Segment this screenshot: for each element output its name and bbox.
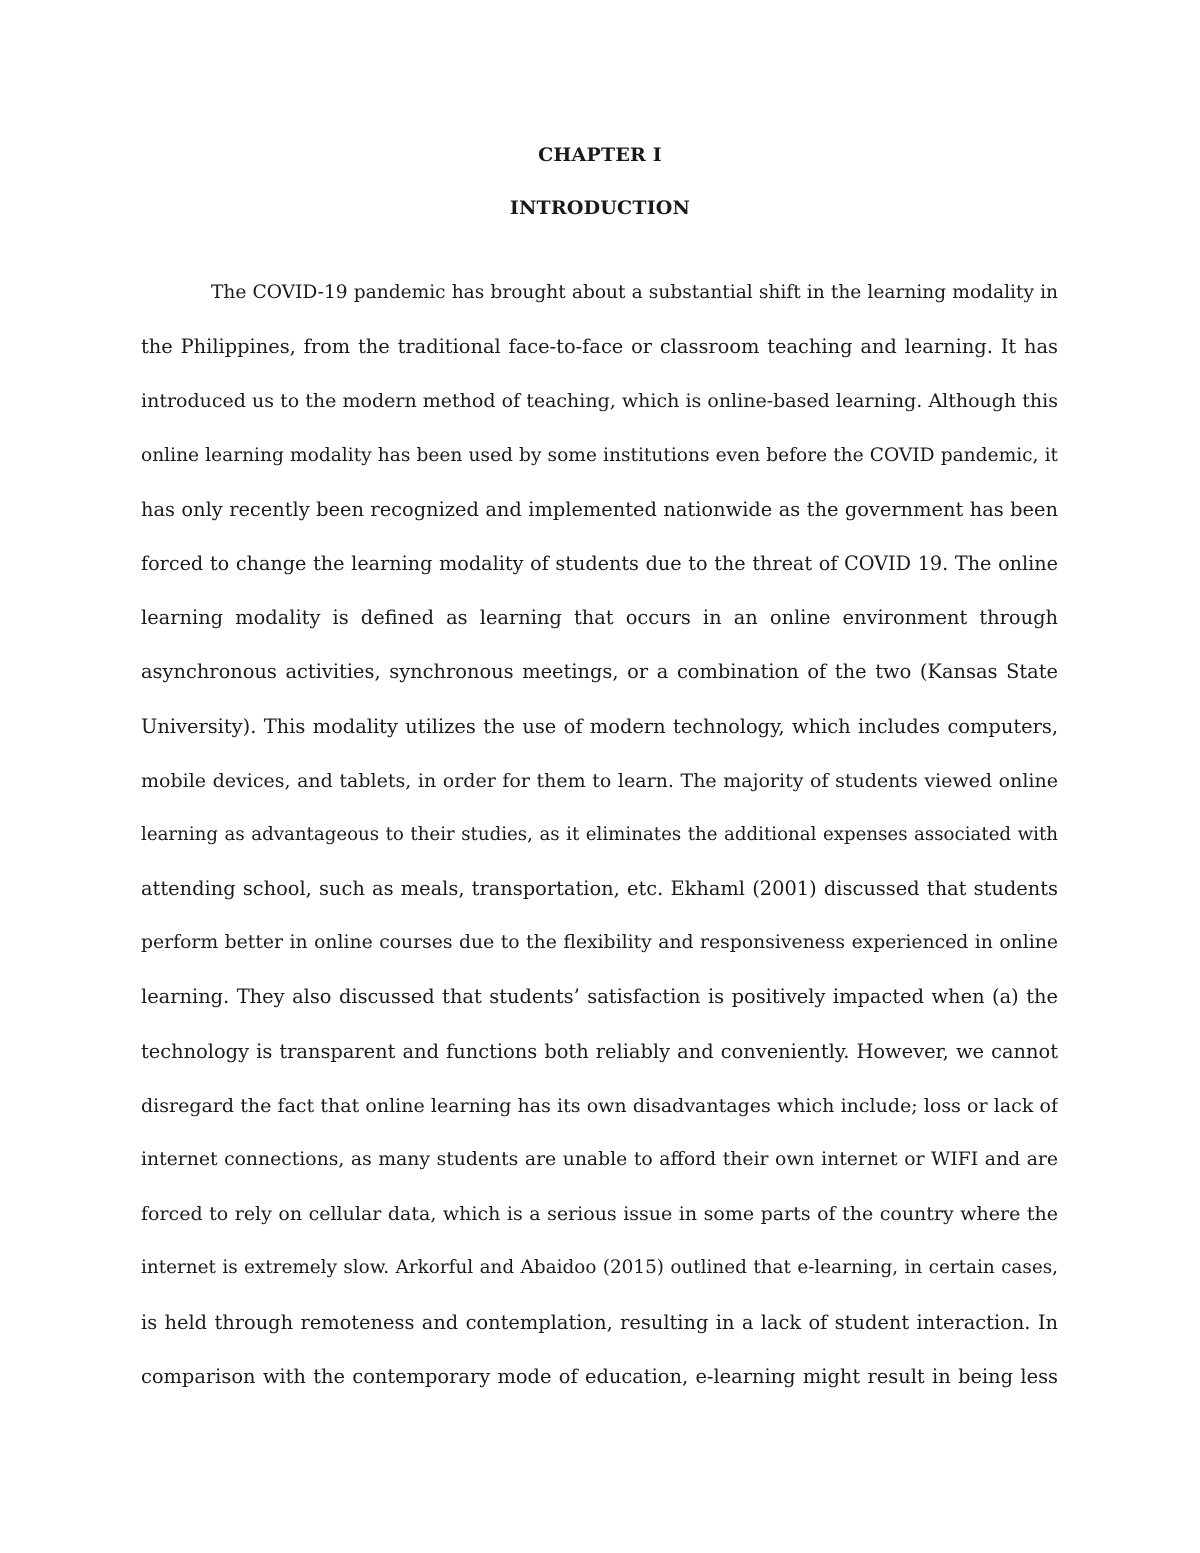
paragraph-line: learning as advantageous to their studies, as it eliminates the additional expenses associated with [141, 823, 1058, 845]
paragraph-line: perform better in online courses due to the flexibility and responsiveness experienced in online [141, 932, 1058, 954]
section-title: INTRODUCTION [509, 197, 691, 219]
paragraph-line: internet is extremely slow. Arkorful and Abaidoo (2015) outlined that e-learning, in certain cases, [141, 1257, 1058, 1279]
paragraph-line: attending school, such as meals, transportation, etc. Ekhaml (2001) discussed that students [141, 877, 1058, 901]
paragraph-line: has only recently been recognized and implemented nationwide as the government has been [141, 497, 1058, 521]
body-paragraph [141, 266, 1058, 1404]
paragraph-line: learning modality is defined as learning that occurs in an online environment through [141, 606, 1058, 630]
paragraph-line: University). This modality utilizes the use of modern technology, which includes computers, [141, 714, 1058, 738]
paragraph-line: mobile devices, and tablets, in order for them to learn. The majority of students viewed online [141, 769, 1058, 792]
chapter-title: CHAPTER I [538, 144, 662, 166]
paragraph-line: forced to rely on cellular data, which is a serious issue in some parts of the country where the [141, 1203, 1058, 1226]
paragraph-line: asynchronous activities, synchronous meetings, or a combination of the two (Kansas State [141, 660, 1058, 684]
paragraph-line: technology is transparent and functions both reliably and conveniently. However, we cannot [141, 1039, 1058, 1063]
paragraph-line: online learning modality has been used by some institutions even before the COVID pandemic, it [141, 444, 1058, 466]
paragraph-line: comparison with the contemporary mode of education, e-learning might result in being less [141, 1364, 1058, 1388]
paragraph-line: forced to change the learning modality of students due to the threat of COVID 19. The online [141, 551, 1058, 575]
paragraph-line: introduced us to the modern method of teaching, which is online-based learning. Although this [141, 390, 1058, 413]
paragraph-line: The COVID-19 pandemic has brought about a substantial shift in the learning modality in [211, 282, 1058, 303]
paragraph-line: is held through remoteness and contemplation, resulting in a lack of student interaction. In [141, 1310, 1058, 1334]
paragraph-line: learning. They also discussed that students’ satisfaction is positively impacted when (a) the [141, 985, 1058, 1009]
paragraph-line: internet connections, as many students are unable to afford their own internet or WIFI and are [141, 1149, 1058, 1170]
paragraph-line: disregard the fact that online learning has its own disadvantages which include; loss or lack of [141, 1094, 1058, 1117]
paragraph-line: the Philippines, from the traditional face-to-face or classroom teaching and learning. It has [141, 335, 1058, 359]
